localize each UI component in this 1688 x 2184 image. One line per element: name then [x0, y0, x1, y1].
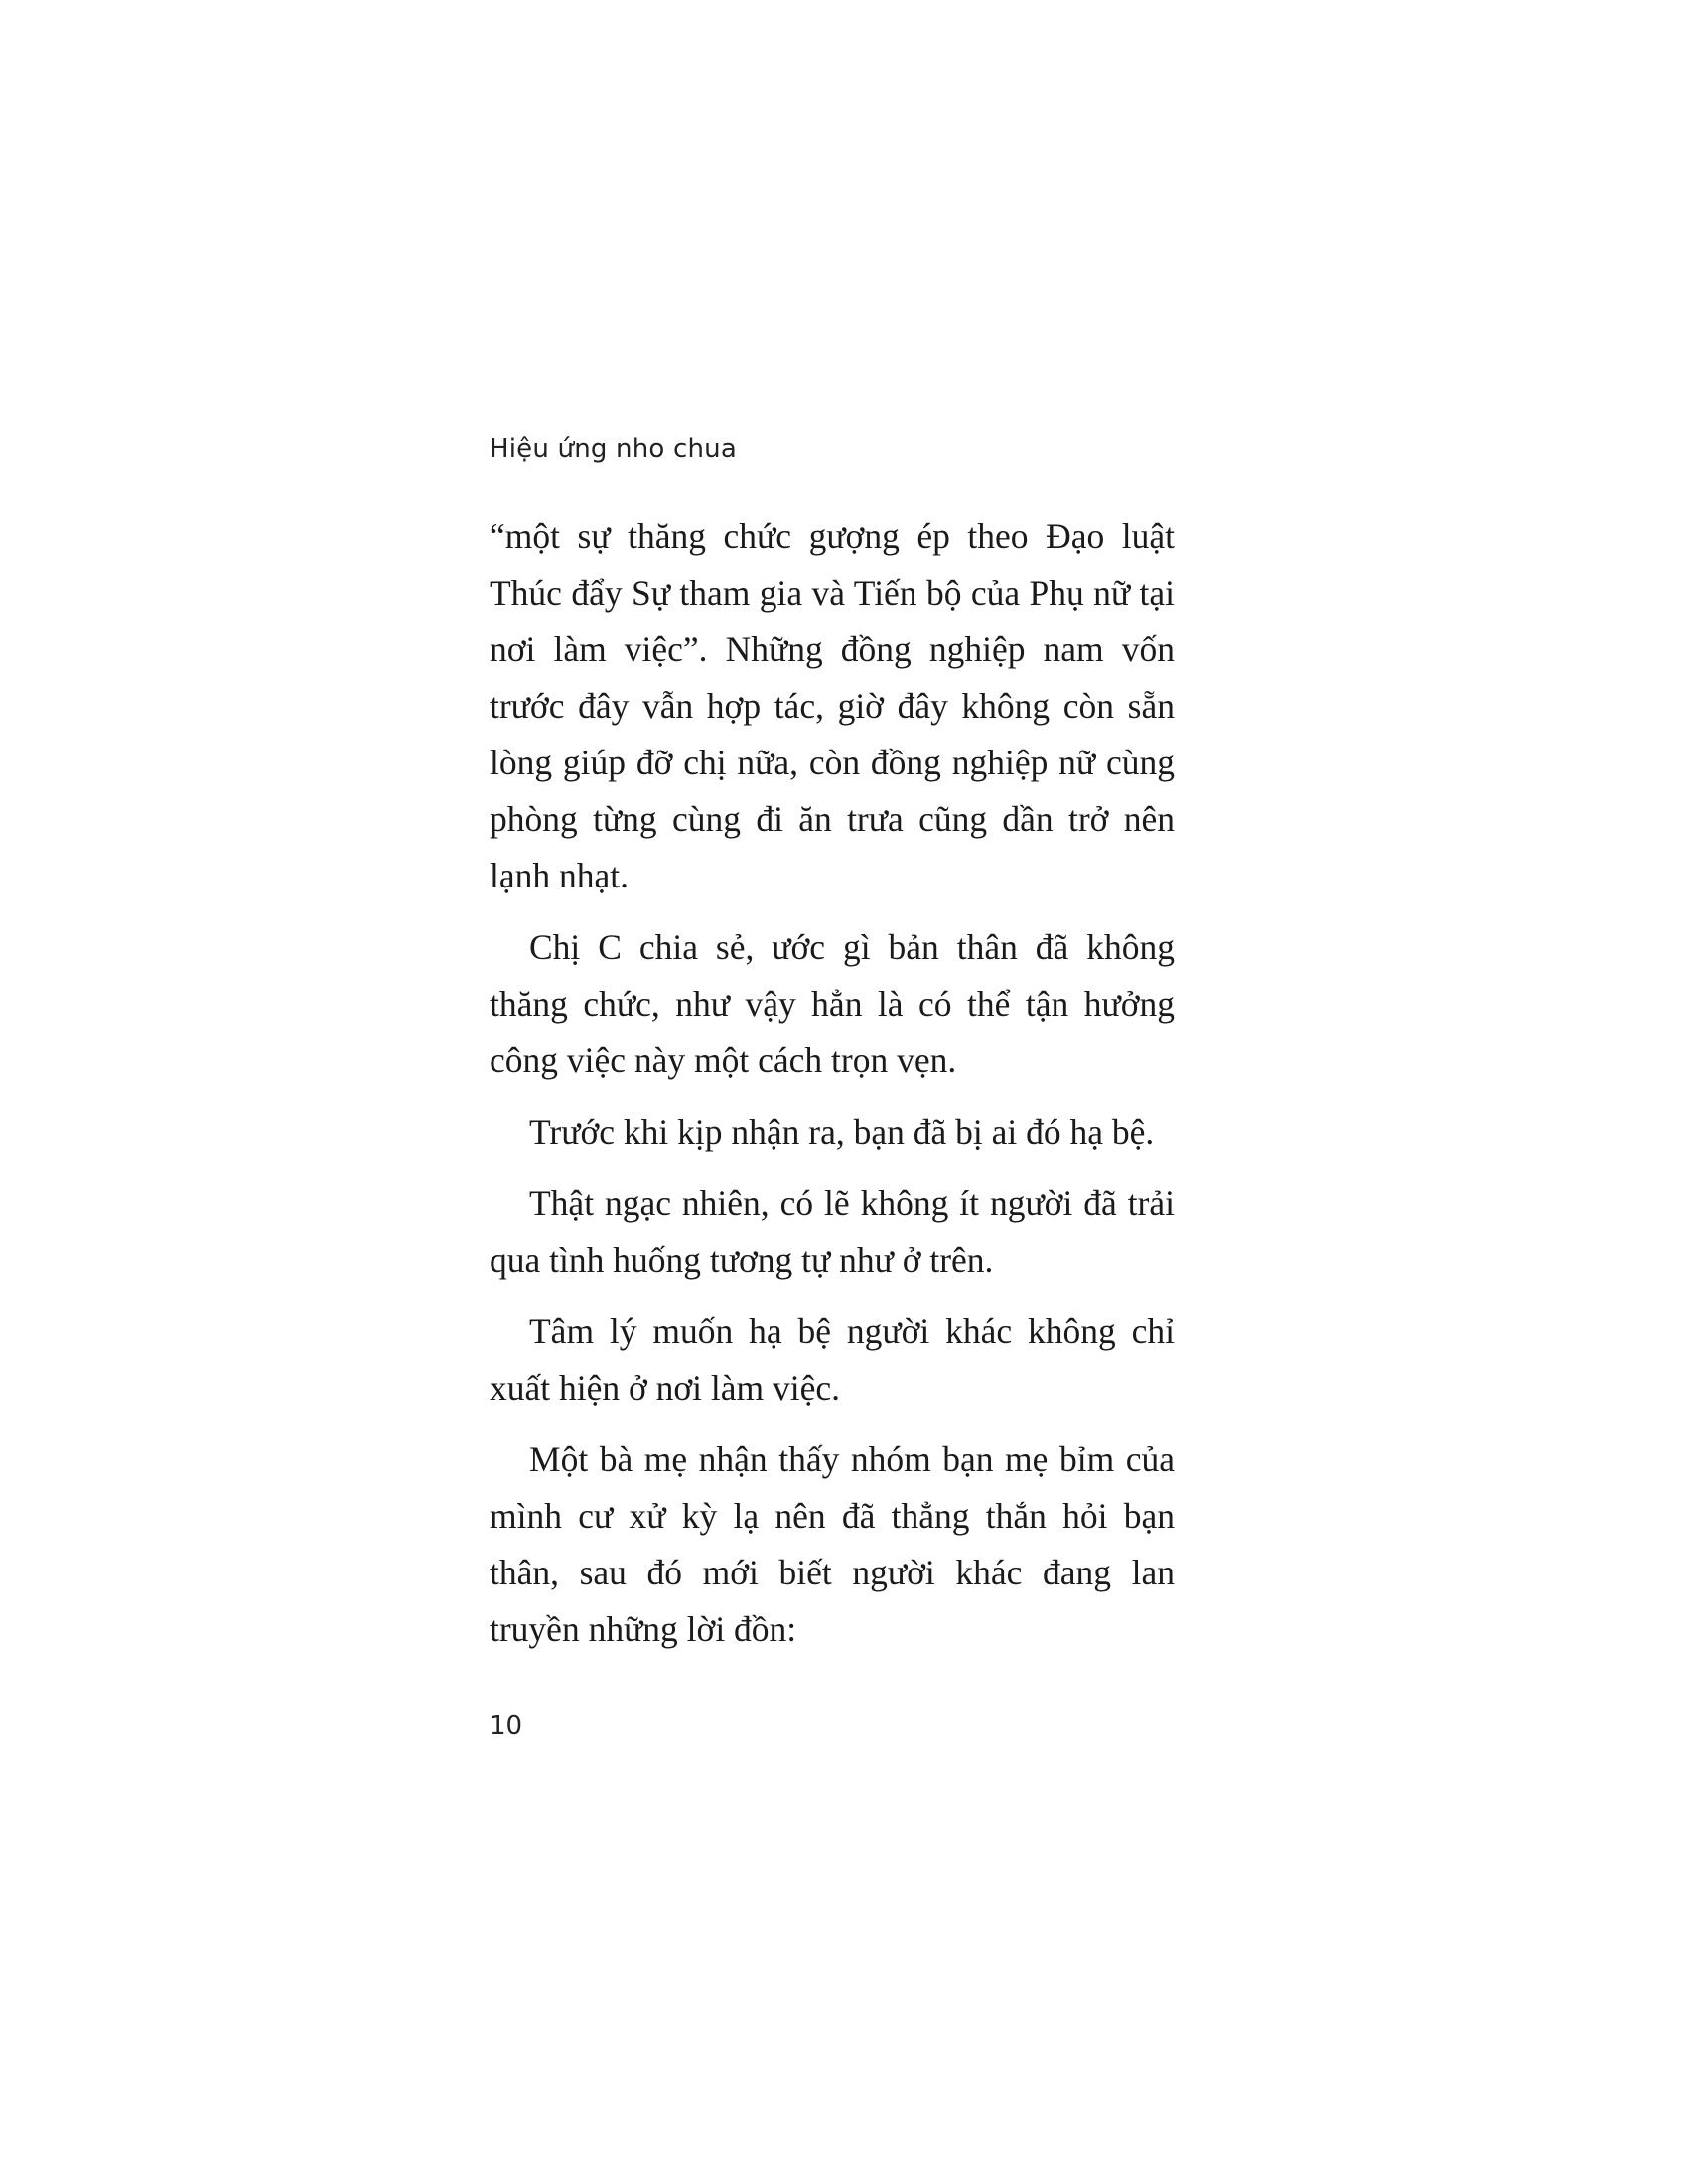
page-number: 10 [490, 1711, 523, 1741]
running-header: Hiệu ứng nho chua [490, 434, 737, 464]
paragraph: Tâm lý muốn hạ bệ người khác không chỉ xuất hiện ở nơi làm việc. [490, 1311, 1175, 1408]
paragraph: Chị C chia sẻ, ước gì bản thân đã không thăng chức, như vậy hẳn là có thể tận hưởng công việc này một cách trọn vẹn. [490, 927, 1175, 1080]
paragraph: “một sự thăng chức gượng ép theo Đạo luật Thúc đẩy Sự tham gia và Tiến bộ của Phụ nữ tại nơi làm việc”. Những đồng nghiệp nam vốn trước đây vẫn hợp tác, giờ đây không còn sẵn lòng giúp đỡ chị nữa, còn đồng nghiệp nữ cùng phòng từng cùng đi ăn trưa cũng dần trở nên lạnh nhạt. [490, 516, 1175, 895]
paragraph: Thật ngạc nhiên, có lẽ không ít người đã trải qua tình huống tương tự như ở trên. [490, 1183, 1175, 1280]
paragraph: Một bà mẹ nhận thấy nhóm bạn mẹ bỉm của mình cư xử kỳ lạ nên đã thẳng thắn hỏi bạn thân, sau đó mới biết người khác đang lan truyền những lời đồn: [490, 1439, 1175, 1649]
paragraph: Trước khi kịp nhận ra, bạn đã bị ai đó hạ bệ. [529, 1112, 1155, 1152]
body-text [490, 508, 1175, 1673]
